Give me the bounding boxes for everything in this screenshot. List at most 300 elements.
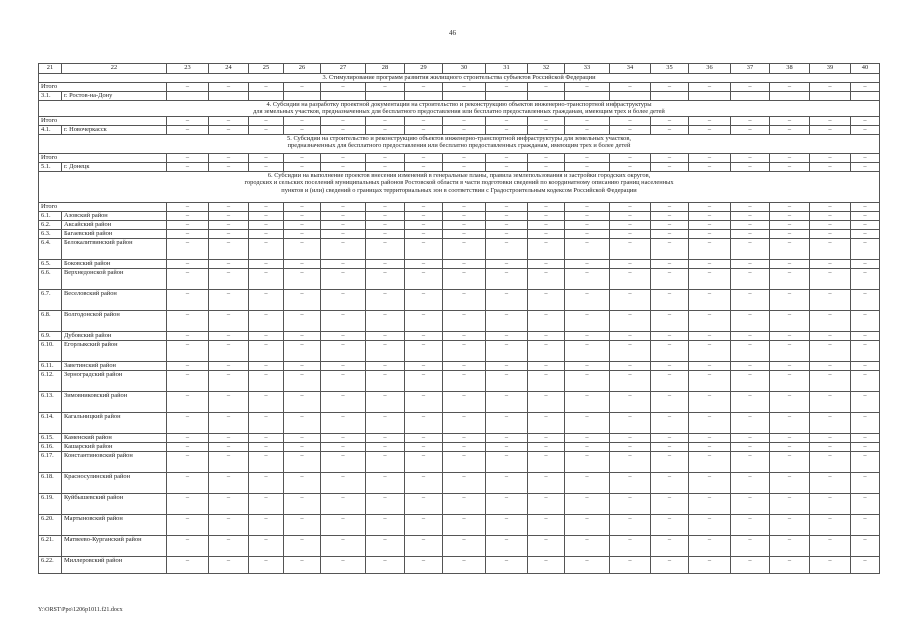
value-cell: – <box>610 117 651 126</box>
value-cell: – <box>405 413 443 434</box>
value-cell: – <box>366 154 405 163</box>
value-cell: – <box>443 83 486 92</box>
value-cell: – <box>731 362 770 371</box>
row-name: Дубовский район <box>62 332 167 341</box>
value-cell: – <box>167 452 209 473</box>
value-cell: – <box>731 154 770 163</box>
value-cell: – <box>810 212 851 221</box>
value-cell: – <box>851 230 880 239</box>
row-name: Азовский район <box>62 212 167 221</box>
value-cell: – <box>405 290 443 311</box>
value-cell: – <box>731 452 770 473</box>
value-cell: – <box>651 473 689 494</box>
column-number: 35 <box>651 64 689 74</box>
value-cell: – <box>731 260 770 269</box>
value-cell: – <box>167 290 209 311</box>
table-row <box>39 203 880 212</box>
value-cell <box>528 92 565 101</box>
value-cell: – <box>810 117 851 126</box>
value-cell: – <box>249 413 284 434</box>
value-cell: – <box>689 83 731 92</box>
value-cell: – <box>443 221 486 230</box>
value-cell: – <box>689 443 731 452</box>
value-cell: – <box>167 230 209 239</box>
value-cell: – <box>565 126 610 135</box>
value-cell: – <box>770 557 810 574</box>
value-cell: – <box>284 362 321 371</box>
value-cell: – <box>167 221 209 230</box>
value-cell: – <box>284 536 321 557</box>
value-cell: – <box>167 269 209 290</box>
value-cell: – <box>731 413 770 434</box>
value-cell: – <box>284 117 321 126</box>
row-name: Итого <box>39 203 167 212</box>
value-cell: – <box>209 392 249 413</box>
value-cell: – <box>209 117 249 126</box>
value-cell: – <box>651 212 689 221</box>
value-cell: – <box>366 203 405 212</box>
value-cell: – <box>810 221 851 230</box>
column-number: 22 <box>62 64 167 74</box>
section-heading-row <box>39 135 880 154</box>
value-cell: – <box>321 473 366 494</box>
value-cell: – <box>284 413 321 434</box>
value-cell: – <box>486 362 528 371</box>
row-name: Зимовниковский район <box>62 392 167 413</box>
value-cell: – <box>167 332 209 341</box>
row-number: 6.6. <box>39 269 62 290</box>
value-cell: – <box>770 452 810 473</box>
value-cell: – <box>565 269 610 290</box>
value-cell: – <box>610 473 651 494</box>
value-cell: – <box>770 473 810 494</box>
value-cell: – <box>651 154 689 163</box>
value-cell: – <box>770 392 810 413</box>
value-cell: – <box>689 536 731 557</box>
value-cell: – <box>851 443 880 452</box>
value-cell: – <box>209 203 249 212</box>
value-cell: – <box>443 371 486 392</box>
row-number: 6.22. <box>39 557 62 574</box>
value-cell: – <box>284 452 321 473</box>
value-cell: – <box>651 452 689 473</box>
value-cell: – <box>167 413 209 434</box>
value-cell: – <box>366 362 405 371</box>
value-cell: – <box>565 392 610 413</box>
value-cell: – <box>209 163 249 172</box>
column-number: 21 <box>39 64 62 74</box>
value-cell <box>770 92 810 101</box>
value-cell: – <box>851 117 880 126</box>
value-cell: – <box>405 230 443 239</box>
value-cell: – <box>770 536 810 557</box>
value-cell: – <box>731 434 770 443</box>
column-number: 27 <box>321 64 366 74</box>
value-cell: – <box>405 83 443 92</box>
value-cell: – <box>209 536 249 557</box>
value-cell: – <box>689 269 731 290</box>
value-cell: – <box>770 371 810 392</box>
value-cell: – <box>249 221 284 230</box>
value-cell: – <box>321 392 366 413</box>
value-cell: – <box>610 260 651 269</box>
value-cell: – <box>651 443 689 452</box>
value-cell: – <box>209 212 249 221</box>
value-cell: – <box>366 371 405 392</box>
value-cell: – <box>249 332 284 341</box>
value-cell: – <box>851 126 880 135</box>
value-cell: – <box>689 515 731 536</box>
table-row <box>39 413 880 434</box>
value-cell <box>167 92 209 101</box>
value-cell: – <box>810 163 851 172</box>
value-cell: – <box>443 473 486 494</box>
value-cell: – <box>770 154 810 163</box>
value-cell: – <box>770 434 810 443</box>
table-row <box>39 290 880 311</box>
value-cell: – <box>651 413 689 434</box>
value-cell: – <box>810 311 851 332</box>
value-cell: – <box>689 557 731 574</box>
value-cell: – <box>651 83 689 92</box>
table-row <box>39 239 880 260</box>
value-cell: – <box>731 203 770 212</box>
value-cell: – <box>249 341 284 362</box>
value-cell <box>366 92 405 101</box>
value-cell: – <box>810 83 851 92</box>
value-cell: – <box>651 494 689 515</box>
value-cell: – <box>366 163 405 172</box>
value-cell: – <box>321 154 366 163</box>
value-cell: – <box>731 221 770 230</box>
row-number: 4.1. <box>39 126 62 135</box>
value-cell: – <box>443 269 486 290</box>
value-cell: – <box>366 221 405 230</box>
value-cell: – <box>528 260 565 269</box>
value-cell: – <box>651 332 689 341</box>
column-number: 30 <box>443 64 486 74</box>
value-cell <box>610 92 651 101</box>
value-cell: – <box>528 332 565 341</box>
value-cell: – <box>366 290 405 311</box>
value-cell: – <box>565 371 610 392</box>
value-cell: – <box>731 371 770 392</box>
value-cell: – <box>731 392 770 413</box>
value-cell: – <box>851 269 880 290</box>
value-cell: – <box>167 117 209 126</box>
value-cell: – <box>249 154 284 163</box>
value-cell: – <box>610 203 651 212</box>
value-cell: – <box>405 221 443 230</box>
value-cell: – <box>167 536 209 557</box>
table-row <box>39 230 880 239</box>
value-cell: – <box>528 434 565 443</box>
value-cell: – <box>610 154 651 163</box>
value-cell: – <box>689 434 731 443</box>
value-cell: – <box>689 392 731 413</box>
value-cell: – <box>689 203 731 212</box>
value-cell: – <box>731 239 770 260</box>
value-cell: – <box>486 413 528 434</box>
value-cell: – <box>366 83 405 92</box>
value-cell: – <box>284 392 321 413</box>
value-cell: – <box>321 230 366 239</box>
value-cell: – <box>443 332 486 341</box>
column-number: 29 <box>405 64 443 74</box>
value-cell: – <box>810 413 851 434</box>
value-cell: – <box>284 239 321 260</box>
column-number: 36 <box>689 64 731 74</box>
value-cell: – <box>851 536 880 557</box>
table-row <box>39 434 880 443</box>
value-cell: – <box>321 239 366 260</box>
row-name: Верхнедонской район <box>62 269 167 290</box>
row-name: Зерноградский район <box>62 371 167 392</box>
value-cell: – <box>851 413 880 434</box>
value-cell: – <box>689 154 731 163</box>
value-cell: – <box>810 269 851 290</box>
value-cell: – <box>731 83 770 92</box>
value-cell: – <box>689 341 731 362</box>
value-cell: – <box>651 434 689 443</box>
value-cell: – <box>528 413 565 434</box>
value-cell: – <box>528 269 565 290</box>
value-cell: – <box>689 494 731 515</box>
value-cell: – <box>770 163 810 172</box>
value-cell: – <box>851 515 880 536</box>
column-number: 38 <box>770 64 810 74</box>
value-cell: – <box>167 473 209 494</box>
value-cell: – <box>851 239 880 260</box>
value-cell: – <box>443 557 486 574</box>
table-row <box>39 163 880 172</box>
value-cell: – <box>486 260 528 269</box>
value-cell: – <box>167 392 209 413</box>
value-cell: – <box>610 126 651 135</box>
value-cell: – <box>366 260 405 269</box>
value-cell: – <box>810 154 851 163</box>
value-cell: – <box>167 212 209 221</box>
value-cell: – <box>443 154 486 163</box>
column-number: 24 <box>209 64 249 74</box>
value-cell: – <box>610 536 651 557</box>
value-cell: – <box>443 392 486 413</box>
value-cell: – <box>284 311 321 332</box>
value-cell: – <box>851 434 880 443</box>
value-cell: – <box>284 290 321 311</box>
row-name: г. Новочеркасск <box>62 126 167 135</box>
value-cell: – <box>528 203 565 212</box>
value-cell: – <box>321 341 366 362</box>
value-cell: – <box>731 443 770 452</box>
value-cell: – <box>405 260 443 269</box>
value-cell: – <box>565 536 610 557</box>
value-cell: – <box>528 126 565 135</box>
value-cell: – <box>167 362 209 371</box>
row-name: Багаевский район <box>62 230 167 239</box>
value-cell: – <box>249 311 284 332</box>
column-number: 39 <box>810 64 851 74</box>
row-name: Аксайский район <box>62 221 167 230</box>
value-cell: – <box>443 290 486 311</box>
value-cell: – <box>284 126 321 135</box>
value-cell: – <box>731 494 770 515</box>
value-cell: – <box>167 557 209 574</box>
value-cell: – <box>249 269 284 290</box>
value-cell: – <box>209 83 249 92</box>
value-cell: – <box>321 212 366 221</box>
value-cell: – <box>366 230 405 239</box>
value-cell: – <box>167 341 209 362</box>
value-cell: – <box>209 332 249 341</box>
value-cell: – <box>651 362 689 371</box>
value-cell: – <box>209 260 249 269</box>
value-cell: – <box>810 536 851 557</box>
value-cell: – <box>209 434 249 443</box>
value-cell: – <box>810 239 851 260</box>
table-row <box>39 92 880 101</box>
value-cell: – <box>610 221 651 230</box>
column-number: 25 <box>249 64 284 74</box>
value-cell: – <box>851 473 880 494</box>
value-cell: – <box>731 557 770 574</box>
value-cell: – <box>321 443 366 452</box>
value-cell <box>565 92 610 101</box>
value-cell: – <box>167 434 209 443</box>
row-name: г. Ростов-на-Дону <box>62 92 167 101</box>
value-cell: – <box>405 239 443 260</box>
value-cell: – <box>443 452 486 473</box>
value-cell: – <box>486 536 528 557</box>
value-cell: – <box>284 260 321 269</box>
value-cell: – <box>810 515 851 536</box>
value-cell: – <box>565 239 610 260</box>
financing-table <box>38 63 880 574</box>
row-number: 6.15. <box>39 434 62 443</box>
value-cell: – <box>284 443 321 452</box>
value-cell: – <box>209 494 249 515</box>
value-cell: – <box>810 557 851 574</box>
value-cell: – <box>731 126 770 135</box>
value-cell: – <box>689 239 731 260</box>
table-row <box>39 260 880 269</box>
value-cell: – <box>443 311 486 332</box>
value-cell: – <box>284 154 321 163</box>
value-cell <box>321 92 366 101</box>
value-cell: – <box>689 311 731 332</box>
value-cell: – <box>610 515 651 536</box>
value-cell: – <box>366 536 405 557</box>
value-cell: – <box>528 371 565 392</box>
value-cell: – <box>405 515 443 536</box>
value-cell: – <box>731 163 770 172</box>
value-cell: – <box>443 536 486 557</box>
value-cell: – <box>321 126 366 135</box>
row-name: Веселовский район <box>62 290 167 311</box>
value-cell: – <box>565 341 610 362</box>
value-cell: – <box>486 473 528 494</box>
value-cell: – <box>770 203 810 212</box>
row-number: 6.14. <box>39 413 62 434</box>
row-number: 6.9. <box>39 332 62 341</box>
value-cell: – <box>731 269 770 290</box>
value-cell: – <box>284 371 321 392</box>
value-cell: – <box>528 515 565 536</box>
value-cell: – <box>610 239 651 260</box>
value-cell: – <box>443 230 486 239</box>
value-cell: – <box>249 473 284 494</box>
value-cell: – <box>284 494 321 515</box>
table-row <box>39 452 880 473</box>
value-cell: – <box>689 452 731 473</box>
value-cell: – <box>610 332 651 341</box>
value-cell <box>486 92 528 101</box>
section-heading-row <box>39 74 880 83</box>
value-cell: – <box>565 443 610 452</box>
value-cell: – <box>851 452 880 473</box>
value-cell: – <box>486 443 528 452</box>
value-cell: – <box>167 154 209 163</box>
value-cell: – <box>366 452 405 473</box>
value-cell: – <box>528 443 565 452</box>
value-cell: – <box>565 212 610 221</box>
row-number: 3.1. <box>39 92 62 101</box>
value-cell: – <box>249 557 284 574</box>
row-name: Кагальницкий район <box>62 413 167 434</box>
value-cell: – <box>770 332 810 341</box>
value-cell: – <box>405 452 443 473</box>
value-cell: – <box>731 311 770 332</box>
value-cell: – <box>651 163 689 172</box>
value-cell: – <box>851 154 880 163</box>
value-cell: – <box>651 126 689 135</box>
table-row <box>39 371 880 392</box>
value-cell: – <box>284 203 321 212</box>
value-cell: – <box>565 413 610 434</box>
value-cell: – <box>405 341 443 362</box>
value-cell: – <box>770 269 810 290</box>
value-cell: – <box>565 557 610 574</box>
value-cell: – <box>810 452 851 473</box>
value-cell: – <box>810 443 851 452</box>
value-cell: – <box>770 290 810 311</box>
value-cell: – <box>486 557 528 574</box>
column-number: 23 <box>167 64 209 74</box>
value-cell: – <box>610 341 651 362</box>
value-cell: – <box>209 230 249 239</box>
section-title: 4. Субсидии на разработку проектной документации на строительство и реконструкцию объектов инженерно-транспортной инфраструктуры для земельных участков, предназначенных для бесплатного предоставления или бесплатно предоставленных гражданам, имеющим трех и более детей <box>39 101 880 117</box>
value-cell: – <box>610 443 651 452</box>
value-cell: – <box>810 126 851 135</box>
value-cell: – <box>321 362 366 371</box>
value-cell: – <box>167 126 209 135</box>
value-cell: – <box>810 332 851 341</box>
value-cell: – <box>565 311 610 332</box>
row-number: 6.18. <box>39 473 62 494</box>
value-cell: – <box>651 311 689 332</box>
row-number: 6.13. <box>39 392 62 413</box>
value-cell: – <box>249 536 284 557</box>
value-cell: – <box>405 311 443 332</box>
value-cell: – <box>851 392 880 413</box>
value-cell: – <box>249 290 284 311</box>
value-cell: – <box>565 163 610 172</box>
value-cell: – <box>810 494 851 515</box>
value-cell: – <box>366 515 405 536</box>
value-cell: – <box>810 362 851 371</box>
value-cell: – <box>565 117 610 126</box>
value-cell: – <box>284 332 321 341</box>
